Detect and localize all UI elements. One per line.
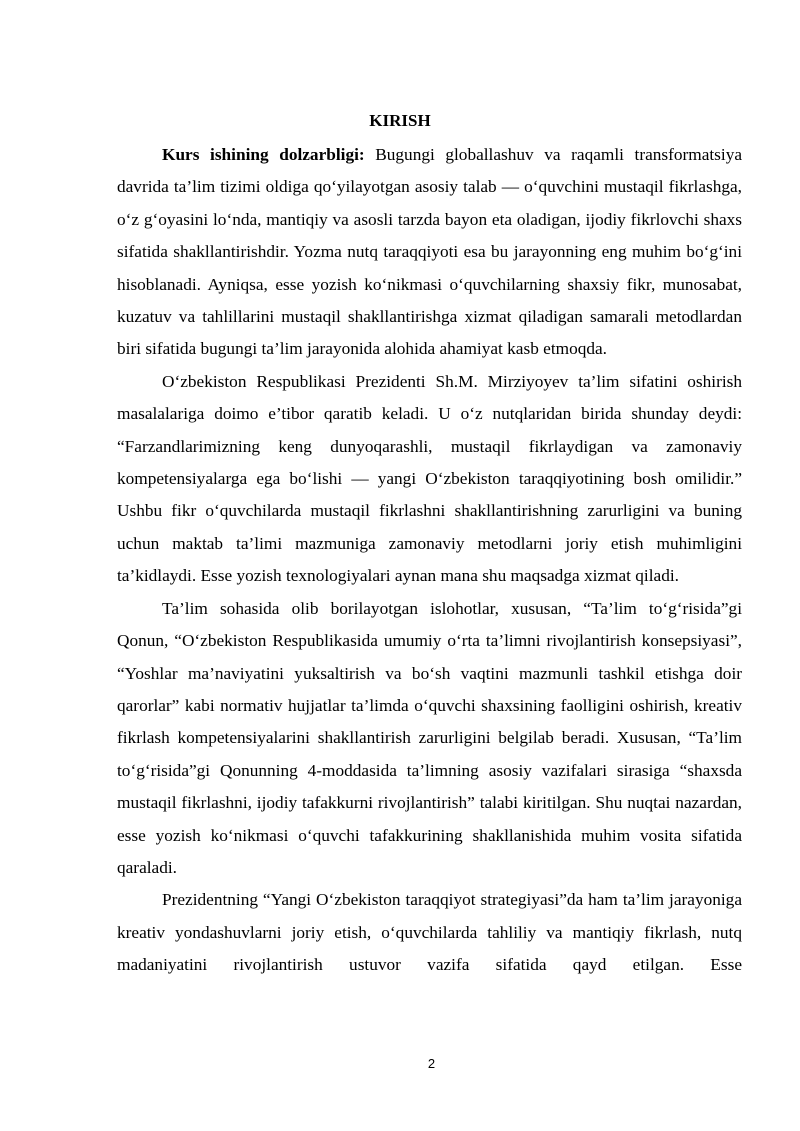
paragraph-text: Bugungi globallashuv va raqamli transformatsiya davrida ta’lim tizimi oldiga qo‘yilayotgan asosiy talab — o‘quvchini mustaqil fikrlashga, o‘z g‘oyasini lo‘nda, mantiqiy va asosli tarzda bayon eta oladigan, ijodiy fikrlovchi shaxs sifatida shakllantirishdir. Yozma nutq taraqqiyoti esa bu jarayonning eng muhim bo‘g‘ini hisoblanadi. Ayniqsa, esse yozish ko‘nikmasi o‘quvchilarning shaxsiy fikr, munosabat, kuzatuv va tahlillarini mustaqil shakllantirishga xizmat qiladigan samarali metodlardan biri sifatida bugungi ta’lim jarayonida alohida ahamiyat kasb etmoqda. (117, 145, 743, 359)
paragraph-text: Ta’lim sohasida olib borilayotgan islohotlar, xususan, “Ta’lim to‘g‘risida”gi Qonun, “O‘zbekiston Respublikasida umumiy o‘rta ta’limni rivojlantirish konsepsiyasi”, “Yoshlar ma’naviyatini yuksaltirish va bo‘sh vaqtini mazmunli tashkil etishga doir qarorlar” kabi normativ hujjatlar ta’limda o‘quvchi shaxsining faolligini oshirish, kreativ fikrlash kompetensiyalarini shakllantirish zarurligini belgilab beradi. Xususan, “Ta’lim to‘g‘risida”gi Qonunning 4-moddasida ta’limning asosiy vazifalari sirasiga “shaxsda mustaqil fikrlashni, ijodiy tafakkurni rivojlantirish” talabi kiritilgan. Shu nuqtai nazardan, esse yozish ko‘nikmasi o‘quvchi tafakkurining shakllanishida muhim vosita sifatida qaraladi. (117, 598, 742, 877)
paragraph-lead: Kurs ishining dolzarbligi: (162, 145, 365, 164)
paragraph-reforms (117, 593, 742, 885)
body-text (117, 139, 742, 982)
paragraph-strategy (117, 884, 742, 981)
section-title: KIRISH (369, 111, 431, 130)
paragraph-relevance (117, 139, 742, 366)
paragraph-president (117, 366, 742, 593)
paragraph-text: O‘zbekiston Respublikasi Prezidenti Sh.M. Mirziyoyev ta’lim sifatini oshirish masalalariga doimo e’tibor qaratib keladi. U o‘z nutqlaridan birida shunday deydi: “Farzandlarimizning keng dunyoqarashli, mustaqil fikrlaydigan va zamonaviy kompetensiyalarga ega bo‘lishi — yangi O‘zbekiston taraqqiyotining bosh omilidir.” Ushbu fikr o‘quvchilarda mustaqil fikrlashni shakllantirishning zarurligini va buning uchun maktab ta’limi mazmuniga zamonaviy metodlarni joriy etish muhimligini ta’kidlaydi. Esse yozish texnologiyalari aynan mana shu maqsadga xizmat qiladi. (117, 371, 742, 586)
page-number: 2 (427, 1056, 436, 1071)
paragraph-text: Prezidentning “Yangi O‘zbekiston taraqqiyot strategiyasi”da ham ta’lim jarayoniga kreativ yondashuvlarni joriy etish, o‘quvchilarda tahliliy va mantiqiy fikrlash, nutq madaniyatini rivojlantirish ustuvor vazifa sifatida qayd etilgan. Esse (117, 890, 742, 975)
